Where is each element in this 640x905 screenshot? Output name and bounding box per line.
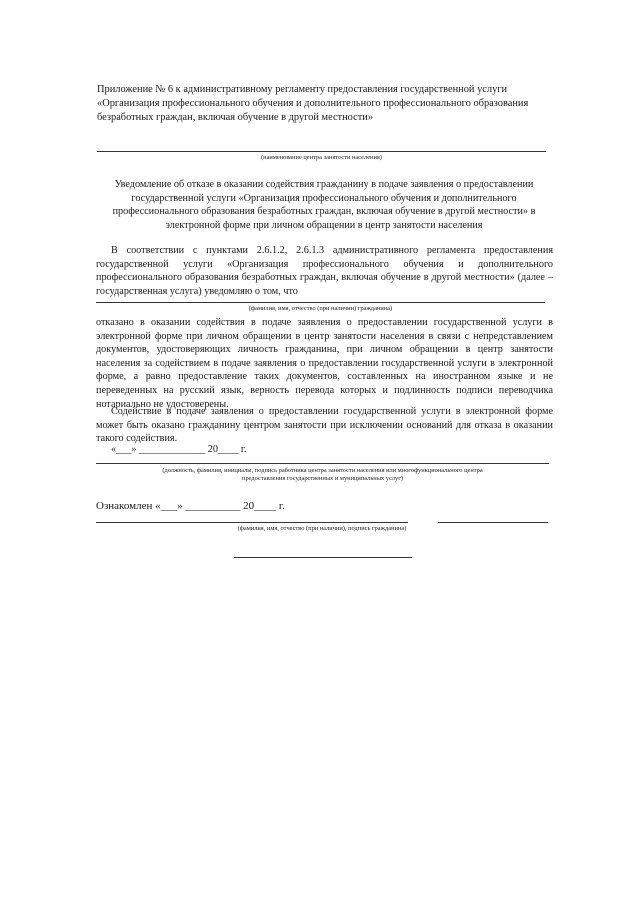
citizen-signature-line-left xyxy=(96,522,408,523)
header-line-2: «Организация профессионального обучения и дополнительного профессионального образования xyxy=(97,97,529,109)
intro-paragraph: В соответствии с пунктами 2.6.1.2, 2.6.1.3 административного регламента предоставления государственной услуги «Организация профессионального обучения и дополнительного профессионального образования безработных граждан, включая обучение в другой местности» (далее – государственная услуга) уведомляю о том, что xyxy=(96,245,553,297)
center-name-line xyxy=(97,151,546,152)
center-name-caption: (наименование центра занятости населения) xyxy=(261,154,382,161)
citizen-signature-caption: (фамилия, имя, отчество (при наличии), подпись гражданина) xyxy=(237,525,407,532)
title-line-4: электронной форме при личном обращении в центр занятости населения xyxy=(165,219,483,231)
citizen-name-line xyxy=(96,302,545,303)
official-caption-line-2: предоставления государственных и муниципальных услуг) xyxy=(242,475,403,482)
official-caption-line-1: (должность, фамилия, инициалы, подпись работника центра занятости населения или многофункционального центра xyxy=(162,467,483,474)
acknowledgement-line: Ознакомлен «___» __________ 20____ г. xyxy=(96,500,285,512)
appendix-header xyxy=(97,83,552,124)
title-line-1: Уведомление об отказе в оказании содействия гражданину в подаче заявления о предоставлении xyxy=(114,179,534,190)
notice-date: «___» _____________ 20____ г. xyxy=(111,444,247,455)
refusal-paragraph: отказано в оказании содействия в подаче заявления о предоставлении государственной услуги в электронной форме при личном обращении в центр занятости населения в связи с непредставлением документов, удостоверяющих личность гражданина, при личном обращении в центр занятости населения за содействием в подаче заявления о предоставлении государственной услуги в электронной форме, а равно предоставление таких документов, составленных на иностранном языке и не переведенных на русский язык, верность перевода которых и подлинность подписи переводчика нотариально не удостоверены. xyxy=(96,317,553,410)
title-line-3: профессионального образования безработных граждан, включая обучение в другой местности» в xyxy=(112,206,536,218)
citizen-name-caption: (фамилия, имя, отчество (при наличии) гражданина) xyxy=(248,305,393,312)
header-line-1: Приложение № 6 к административному регламенту предоставления государственной услуги xyxy=(97,84,508,95)
official-signature-caption xyxy=(96,467,549,483)
assistance-paragraph: Содействие в подаче заявления о предоставлении государственной услуги в электронной форме может быть оказано гражданину центром занятости при исключении оснований для отказа в оказании такого содействия. xyxy=(96,406,553,445)
header-line-3: безработных граждан, включая обучение в другой местности» xyxy=(97,111,374,123)
title-line-2: государственной услуги «Организация профессионального обучения и дополнительного xyxy=(131,192,517,204)
citizen-signature-line-right xyxy=(438,522,548,523)
official-signature-line xyxy=(96,463,549,464)
notice-title xyxy=(95,178,553,232)
closing-divider xyxy=(234,557,412,558)
